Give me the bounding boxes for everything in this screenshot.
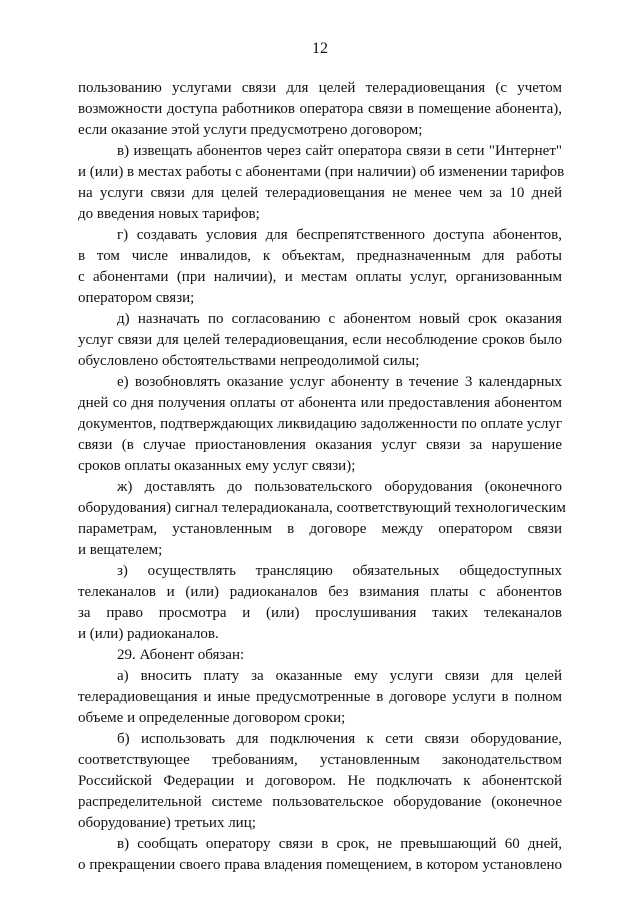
text-line: если оказание этой услуги предусмотрено договором; <box>78 122 423 138</box>
text-line: документов, подтверждающих ликвидацию задолженности по оплате услуг <box>78 416 563 432</box>
text-line: а) вносить плату за оказанные ему услуги связи для целей <box>117 668 562 684</box>
text-line: оператором связи; <box>78 290 195 306</box>
text-line: 29. Абонент обязан: <box>117 647 245 663</box>
text-line: до введения новых тарифов; <box>78 206 260 222</box>
text-line: с абонентами (при наличии), и местам оплаты услуг, организованным <box>78 269 562 285</box>
text-line: и (или) в местах работы с абонентами (при наличии) об изменении тарифов <box>78 164 565 180</box>
text-line: и вещателем; <box>78 542 163 558</box>
text-line: о прекращении своего права владения помещением, в котором установлено <box>78 857 562 873</box>
text-line: з) осуществлять трансляцию обязательных общедоступных <box>117 563 562 579</box>
text-line: г) создавать условия для беспрепятственного доступа абонентов, <box>117 227 562 243</box>
text-line: д) назначать по согласованию с абонентом новый срок оказания <box>117 311 562 327</box>
page-number: 12 <box>312 40 328 57</box>
text-line: объеме и определенные договором сроки; <box>78 710 346 726</box>
text-line: сроков оплаты оказанных ему услуг связи); <box>78 458 356 474</box>
text-line: параметрам, установленным в договоре между оператором связи <box>78 521 562 537</box>
text-line: связи (в случае приостановления оказания услуг связи за нарушение <box>78 437 562 453</box>
text-line: на услуги связи для целей телерадиовещания не менее чем за 10 дней <box>78 185 562 201</box>
text-line: е) возобновлять оказание услуг абоненту в течение 3 календарных <box>117 374 562 390</box>
text-line: дней со дня получения оплаты от абонента или предоставления абонентом <box>78 395 562 411</box>
text-line: в) извещать абонентов через сайт оператора связи в сети "Интернет" <box>117 143 562 159</box>
text-line: в том числе инвалидов, к объектам, предназначенным для работы <box>78 248 562 264</box>
text-line: телерадиовещания и иные предусмотренные в договоре услуги в полном <box>78 689 562 705</box>
text-line: распределительной системе пользовательское оборудование (оконечное <box>78 794 562 810</box>
text-line: Российской Федерации и договором. Не подключать к абонентской <box>78 773 562 789</box>
text-line: за право просмотра и (или) прослушивания таких телеканалов <box>78 605 562 621</box>
text-line: ж) доставлять до пользовательского оборудования (оконечного <box>117 479 562 495</box>
text-line: и (или) радиоканалов. <box>78 626 219 642</box>
text-line: обусловлено обстоятельствами непреодолимой силы; <box>78 353 420 369</box>
text-line: в) сообщать оператору связи в срок, не превышающий 60 дней, <box>117 836 562 852</box>
text-line: возможности доступа работников оператора связи в помещение абонента), <box>78 101 562 117</box>
text-line: оборудование) третьих лиц; <box>78 815 256 831</box>
text-line: услуг связи для целей телерадиовещания, если несоблюдение сроков было <box>78 332 562 348</box>
text-line: б) использовать для подключения к сети связи оборудование, <box>117 731 562 747</box>
text-line: телеканалов и (или) радиоканалов без взимания платы с абонентов <box>78 584 562 600</box>
text-line: соответствующее требованиям, установленным законодательством <box>78 752 562 768</box>
text-line: пользованию услугами связи для целей телерадиовещания (с учетом <box>78 80 562 96</box>
text-line: оборудования) сигнал телерадиоканала, соответствующий технологическим <box>78 500 566 516</box>
